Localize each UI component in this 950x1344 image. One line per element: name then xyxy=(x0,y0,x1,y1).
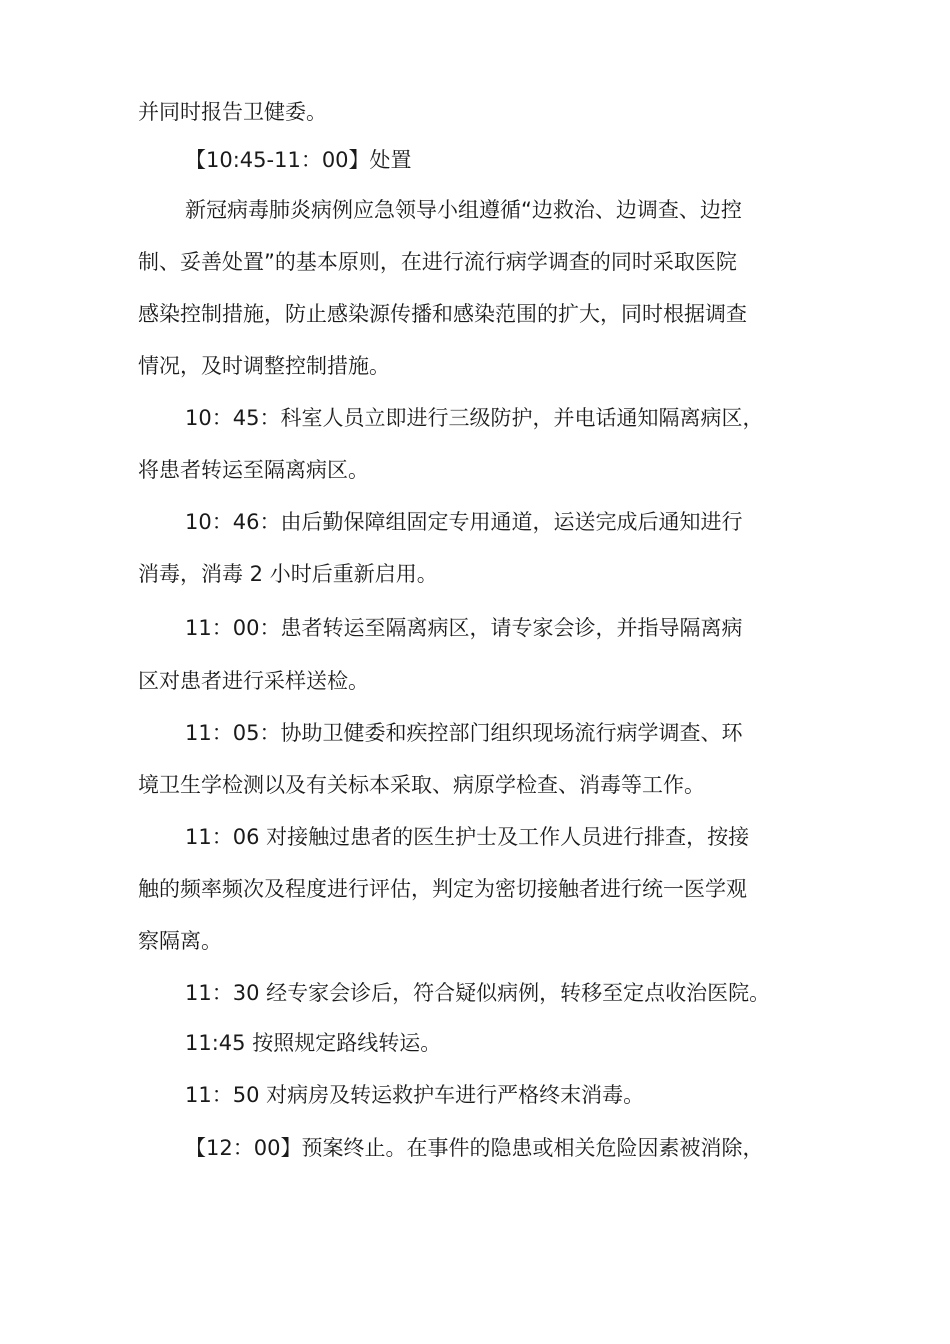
text-line: 将患者转运至隔离病区。 xyxy=(138,458,369,482)
section-heading: 【10:45-11：00】处置 xyxy=(185,148,412,172)
text-line: 新冠病毒肺炎病例应急领导小组遵循“边救治、边调查、边控 xyxy=(185,198,742,222)
text-line: 消毒，消毒 2 小时后重新启用。 xyxy=(138,562,438,586)
text-line: 感染控制措施，防止感染源传播和感染范围的扩大，同时根据调查 xyxy=(138,302,747,326)
text-line: 境卫生学检测以及有关标本采取、病原学检查、消毒等工作。 xyxy=(138,773,705,797)
text-line: 区对患者进行采样送检。 xyxy=(138,669,369,693)
text-line: 察隔离。 xyxy=(138,929,222,953)
text-line: 情况，及时调整控制措施。 xyxy=(138,354,390,378)
text-line: 11：50 对病房及转运救护车进行严格终末消毒。 xyxy=(185,1083,645,1107)
text-line: 10：46：由后勤保障组固定专用通道，运送完成后通知进行 xyxy=(185,510,743,534)
text-line: 11:45 按照规定路线转运。 xyxy=(185,1031,442,1055)
text-line: 制、妥善处置”的基本原则，在进行流行病学调查的同时采取医院 xyxy=(138,250,737,274)
text-line: 11：30 经专家会诊后，符合疑似病例，转移至定点收治医院。 xyxy=(185,981,771,1005)
text-line: 并同时报告卫健委。 xyxy=(138,100,327,124)
section-heading: 【12：00】预案终止。在事件的隐患或相关危险因素被消除， xyxy=(185,1136,764,1160)
text-line: 触的频率频次及程度进行评估，判定为密切接触者进行统一医学观 xyxy=(138,877,747,901)
text-line: 11：06 对接触过患者的医生护士及工作人员进行排查，按接 xyxy=(185,825,750,849)
text-line: 11：00：患者转运至隔离病区，请专家会诊，并指导隔离病 xyxy=(185,616,743,640)
text-line: 11：05：协助卫健委和疾控部门组织现场流行病学调查、环 xyxy=(185,721,743,745)
text-line: 10：45：科室人员立即进行三级防护，并电话通知隔离病区， xyxy=(185,406,764,430)
